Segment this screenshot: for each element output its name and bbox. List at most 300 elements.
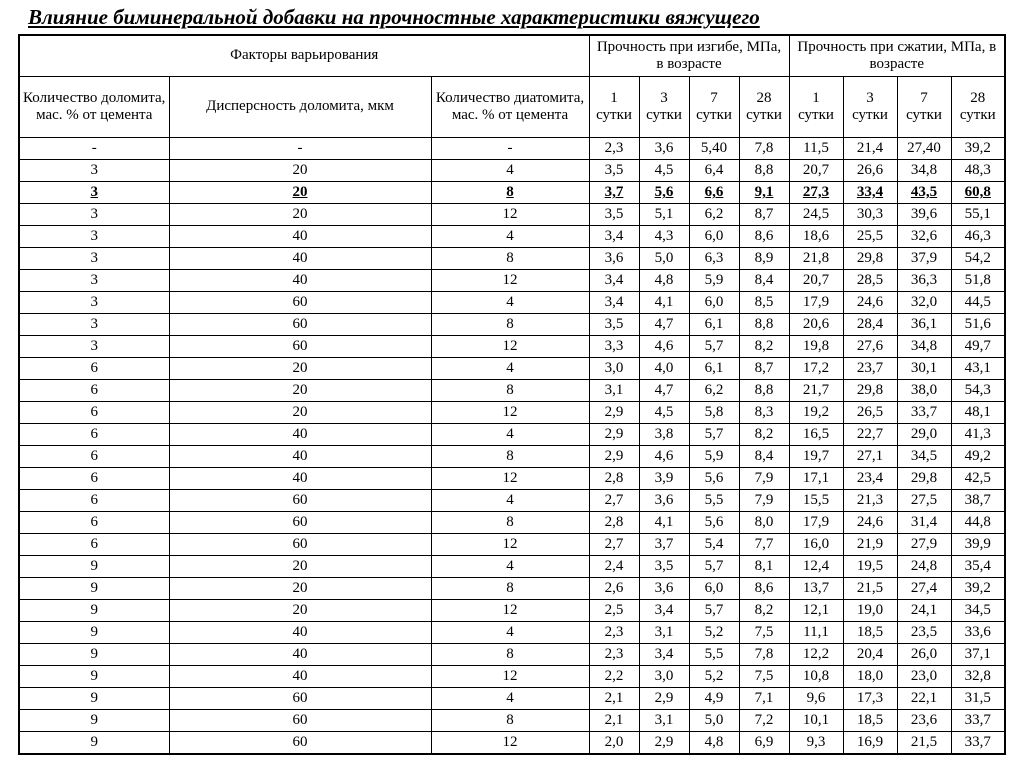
header-age-flex-28: 28 сутки	[739, 77, 789, 138]
table-cell: 21,5	[843, 578, 897, 600]
table-cell: 6,1	[689, 358, 739, 380]
table-cell: 26,0	[897, 644, 951, 666]
table-cell: 3,3	[589, 336, 639, 358]
table-cell: 28,4	[843, 314, 897, 336]
table-cell: 3,7	[639, 534, 689, 556]
table-cell: 37,1	[951, 644, 1005, 666]
table-cell: 3,5	[589, 314, 639, 336]
table-cell: 18,5	[843, 710, 897, 732]
table-cell: 55,1	[951, 204, 1005, 226]
header-age-flex-1: 1 сутки	[589, 77, 639, 138]
table-cell: 2,0	[589, 732, 639, 755]
table-row	[19, 204, 1005, 226]
table-cell: 31,5	[951, 688, 1005, 710]
table-cell: 5,7	[689, 424, 739, 446]
table-cell: 6,1	[689, 314, 739, 336]
table-cell: 27,6	[843, 336, 897, 358]
table-cell: 6,2	[689, 380, 739, 402]
table-cell: 12	[431, 204, 589, 226]
table-cell: 36,1	[897, 314, 951, 336]
table-row	[19, 402, 1005, 424]
table-cell: 44,5	[951, 292, 1005, 314]
header-age-flex-3: 3 сутки	[639, 77, 689, 138]
table-cell: 20	[169, 204, 431, 226]
table-cell: 48,1	[951, 402, 1005, 424]
table-cell: 33,7	[897, 402, 951, 424]
table-cell: 38,0	[897, 380, 951, 402]
table-cell: 33,7	[951, 732, 1005, 755]
table-cell: 12,2	[789, 644, 843, 666]
table-cell: 37,9	[897, 248, 951, 270]
table-cell: 8,9	[739, 248, 789, 270]
table-cell: 6	[19, 512, 169, 534]
table-cell: 11,1	[789, 622, 843, 644]
table-cell: 5,4	[689, 534, 739, 556]
table-cell: 4,0	[639, 358, 689, 380]
table-cell: 24,1	[897, 600, 951, 622]
table-cell: 8,7	[739, 204, 789, 226]
table-cell: 3,5	[639, 556, 689, 578]
table-cell: 3,1	[639, 710, 689, 732]
table-cell: 4	[431, 688, 589, 710]
table-body	[19, 138, 1005, 755]
table-cell: 8,3	[739, 402, 789, 424]
table-cell: 2,1	[589, 710, 639, 732]
table-cell: 8,0	[739, 512, 789, 534]
header-age-comp-1: 1 сутки	[789, 77, 843, 138]
table-cell: 5,6	[689, 512, 739, 534]
table-cell: 54,2	[951, 248, 1005, 270]
table-cell: 3	[19, 160, 169, 182]
table-cell: 30,3	[843, 204, 897, 226]
table-cell: 60	[169, 490, 431, 512]
header-age-comp-7: 7 сутки	[897, 77, 951, 138]
table-cell: 5,2	[689, 622, 739, 644]
table-cell: 2,9	[589, 424, 639, 446]
table-cell: 36,3	[897, 270, 951, 292]
table-cell: 6	[19, 358, 169, 380]
table-cell: 17,1	[789, 468, 843, 490]
table-cell: 40	[169, 424, 431, 446]
table-cell: 4	[431, 622, 589, 644]
table-cell: 39,2	[951, 138, 1005, 160]
table-cell: 39,9	[951, 534, 1005, 556]
header-age-flex-7: 7 сутки	[689, 77, 739, 138]
table-cell: 20,6	[789, 314, 843, 336]
table-cell: 40	[169, 248, 431, 270]
table-cell: 3	[19, 226, 169, 248]
table-cell: 51,8	[951, 270, 1005, 292]
table-cell: 8,8	[739, 380, 789, 402]
table-cell: 44,8	[951, 512, 1005, 534]
table-row	[19, 534, 1005, 556]
table-cell: 3	[19, 204, 169, 226]
table-cell: 5,40	[689, 138, 739, 160]
table-cell: 5,7	[689, 556, 739, 578]
table-cell: 12	[431, 336, 589, 358]
table-cell: 60	[169, 732, 431, 755]
table-cell: 12	[431, 732, 589, 755]
table-cell: 6,2	[689, 204, 739, 226]
table-cell: 17,9	[789, 292, 843, 314]
table-cell: 60	[169, 512, 431, 534]
table-cell: 2,3	[589, 138, 639, 160]
table-cell: 15,5	[789, 490, 843, 512]
table-cell: 4,5	[639, 160, 689, 182]
table-cell: 7,7	[739, 534, 789, 556]
table-cell: -	[19, 138, 169, 160]
table-cell: 3,1	[589, 380, 639, 402]
table-cell: 54,3	[951, 380, 1005, 402]
table-cell: 8,4	[739, 270, 789, 292]
table-row	[19, 270, 1005, 292]
table-cell: 6	[19, 534, 169, 556]
table-row	[19, 424, 1005, 446]
table-cell: 20,4	[843, 644, 897, 666]
table-cell: 21,4	[843, 138, 897, 160]
table-cell: 3,4	[639, 600, 689, 622]
table-cell: 27,9	[897, 534, 951, 556]
table-cell: 9	[19, 666, 169, 688]
table-cell: 17,3	[843, 688, 897, 710]
table-cell: 10,1	[789, 710, 843, 732]
table-cell: 20	[169, 600, 431, 622]
table-cell: 4,7	[639, 380, 689, 402]
table-cell: 27,3	[789, 182, 843, 204]
table-row	[19, 336, 1005, 358]
table-cell: 5,0	[639, 248, 689, 270]
table-cell: 4,6	[639, 336, 689, 358]
table-cell: 10,8	[789, 666, 843, 688]
table-cell: 8	[431, 710, 589, 732]
table-cell: 3,7	[589, 182, 639, 204]
table-cell: 21,9	[843, 534, 897, 556]
table-cell: 5,5	[689, 644, 739, 666]
header-age-comp-3: 3 сутки	[843, 77, 897, 138]
table-cell: 8	[431, 248, 589, 270]
table-cell: 7,5	[739, 666, 789, 688]
table-cell: 12	[431, 534, 589, 556]
table-cell: 2,7	[589, 490, 639, 512]
table-cell: 4,6	[639, 446, 689, 468]
table-cell: 3,4	[589, 270, 639, 292]
table-cell: 7,8	[739, 138, 789, 160]
table-cell: 32,8	[951, 666, 1005, 688]
header-factors: Факторы варьирования	[19, 35, 589, 77]
table-cell: 2,2	[589, 666, 639, 688]
table-cell: 4,8	[689, 732, 739, 755]
table-cell: 23,7	[843, 358, 897, 380]
table-row	[19, 710, 1005, 732]
table-cell: 40	[169, 226, 431, 248]
table-cell: 2,9	[639, 688, 689, 710]
table-cell: 4	[431, 490, 589, 512]
table-cell: 43,5	[897, 182, 951, 204]
table-cell: 7,8	[739, 644, 789, 666]
table-cell: 12	[431, 468, 589, 490]
table-cell: 6,6	[689, 182, 739, 204]
table-cell: 5,0	[689, 710, 739, 732]
table-cell: 3,0	[589, 358, 639, 380]
table-cell: 9	[19, 600, 169, 622]
table-cell: 24,6	[843, 292, 897, 314]
table-cell: 24,8	[897, 556, 951, 578]
table-cell: 20,7	[789, 270, 843, 292]
table-row	[19, 446, 1005, 468]
table-cell: 19,7	[789, 446, 843, 468]
table-cell: 4	[431, 556, 589, 578]
table-cell: 3	[19, 270, 169, 292]
table-cell: 6,4	[689, 160, 739, 182]
table-cell: 20	[169, 380, 431, 402]
table-cell: 4	[431, 424, 589, 446]
table-cell: 40	[169, 622, 431, 644]
table-cell: 8	[431, 314, 589, 336]
table-cell: 8	[431, 446, 589, 468]
table-cell: 60	[169, 314, 431, 336]
table-cell: 40	[169, 666, 431, 688]
table-cell: 3,5	[589, 160, 639, 182]
table-cell: 8,7	[739, 358, 789, 380]
header-dolomite-dispersion: Дисперсность доломита, мкм	[169, 77, 431, 138]
table-cell: 19,8	[789, 336, 843, 358]
table-cell: 16,9	[843, 732, 897, 755]
table-cell: 3,6	[639, 490, 689, 512]
table-cell: 2,4	[589, 556, 639, 578]
table-cell: 16,0	[789, 534, 843, 556]
table-cell: 6,0	[689, 578, 739, 600]
table-cell: 3	[19, 248, 169, 270]
table-cell: 8	[431, 512, 589, 534]
table-cell: 24,5	[789, 204, 843, 226]
table-cell: 5,8	[689, 402, 739, 424]
table-cell: 8,2	[739, 424, 789, 446]
table-cell: 34,8	[897, 336, 951, 358]
table-header	[19, 35, 1005, 138]
table-cell: 8,4	[739, 446, 789, 468]
table-row	[19, 490, 1005, 512]
table-cell: 3,6	[639, 578, 689, 600]
table-cell: 24,6	[843, 512, 897, 534]
table-cell: 16,5	[789, 424, 843, 446]
table-cell: 9	[19, 710, 169, 732]
table-cell: -	[169, 138, 431, 160]
table-cell: 5,7	[689, 336, 739, 358]
table-cell: 9	[19, 556, 169, 578]
table-cell: -	[431, 138, 589, 160]
header-age-comp-28: 28 сутки	[951, 77, 1005, 138]
table-cell: 40	[169, 446, 431, 468]
table-cell: 4,1	[639, 292, 689, 314]
table-cell: 2,5	[589, 600, 639, 622]
table-cell: 23,4	[843, 468, 897, 490]
table-cell: 8,8	[739, 160, 789, 182]
table-cell: 4	[431, 358, 589, 380]
table-cell: 20	[169, 556, 431, 578]
table-row	[19, 578, 1005, 600]
table-cell: 18,6	[789, 226, 843, 248]
table-cell: 12,1	[789, 600, 843, 622]
table-cell: 38,7	[951, 490, 1005, 512]
table-cell: 18,0	[843, 666, 897, 688]
table-cell: 2,6	[589, 578, 639, 600]
table-cell: 7,5	[739, 622, 789, 644]
table-cell: 3	[19, 314, 169, 336]
table-cell: 8	[431, 182, 589, 204]
table-cell: 8,1	[739, 556, 789, 578]
table-row	[19, 248, 1005, 270]
table-cell: 4,8	[639, 270, 689, 292]
table-cell: 6,9	[739, 732, 789, 755]
table-cell: 2,3	[589, 644, 639, 666]
table-cell: 6	[19, 490, 169, 512]
table-row	[19, 358, 1005, 380]
table-cell: 60	[169, 292, 431, 314]
table-cell: 29,0	[897, 424, 951, 446]
table-cell: 20	[169, 182, 431, 204]
table-cell: 23,0	[897, 666, 951, 688]
table-cell: 29,8	[843, 380, 897, 402]
table-cell: 3	[19, 182, 169, 204]
table-cell: 20	[169, 358, 431, 380]
table-cell: 60	[169, 688, 431, 710]
table-cell: 8,2	[739, 336, 789, 358]
table-cell: 3,0	[639, 666, 689, 688]
table-cell: 5,7	[689, 600, 739, 622]
table-row	[19, 644, 1005, 666]
table-row	[19, 380, 1005, 402]
table-cell: 12,4	[789, 556, 843, 578]
table-cell: 35,4	[951, 556, 1005, 578]
table-cell: 33,6	[951, 622, 1005, 644]
table-cell: 4	[431, 292, 589, 314]
table-cell: 12	[431, 402, 589, 424]
table-cell: 3,5	[589, 204, 639, 226]
table-row	[19, 512, 1005, 534]
table-cell: 5,9	[689, 270, 739, 292]
table-cell: 49,2	[951, 446, 1005, 468]
table-cell: 7,9	[739, 490, 789, 512]
table-cell: 39,2	[951, 578, 1005, 600]
table-cell: 27,1	[843, 446, 897, 468]
table-cell: 5,1	[639, 204, 689, 226]
table-cell: 48,3	[951, 160, 1005, 182]
table-cell: 12	[431, 600, 589, 622]
table-cell: 17,2	[789, 358, 843, 380]
table-cell: 30,1	[897, 358, 951, 380]
table-cell: 4,1	[639, 512, 689, 534]
table-cell: 2,8	[589, 468, 639, 490]
table-cell: 4,7	[639, 314, 689, 336]
table-cell: 20	[169, 402, 431, 424]
table-row	[19, 314, 1005, 336]
table-cell: 9	[19, 578, 169, 600]
table-cell: 8,2	[739, 600, 789, 622]
table-cell: 20	[169, 160, 431, 182]
header-flexural-strength: Прочность при изгибе, МПа, в возрасте	[589, 35, 789, 77]
table-cell: 9	[19, 732, 169, 755]
table-cell: 4,5	[639, 402, 689, 424]
table-cell: 18,5	[843, 622, 897, 644]
table-row	[19, 622, 1005, 644]
table-cell: 3	[19, 336, 169, 358]
table-cell: 6	[19, 468, 169, 490]
table-cell: 27,4	[897, 578, 951, 600]
table-cell: 49,7	[951, 336, 1005, 358]
table-cell: 8	[431, 380, 589, 402]
table-cell: 46,3	[951, 226, 1005, 248]
table-cell: 40	[169, 270, 431, 292]
table-cell: 2,1	[589, 688, 639, 710]
table-row	[19, 666, 1005, 688]
table-cell: 21,8	[789, 248, 843, 270]
table-cell: 25,5	[843, 226, 897, 248]
table-cell: 33,7	[951, 710, 1005, 732]
table-cell: 22,1	[897, 688, 951, 710]
table-cell: 3,6	[639, 138, 689, 160]
table-cell: 9,3	[789, 732, 843, 755]
table-cell: 2,9	[589, 446, 639, 468]
table-cell: 4	[431, 226, 589, 248]
table-cell: 60	[169, 336, 431, 358]
table-cell: 43,1	[951, 358, 1005, 380]
table-cell: 19,5	[843, 556, 897, 578]
page-title: Влияние биминеральной добавки на прочностные характеристики вяжущего	[28, 5, 760, 29]
table-cell: 23,6	[897, 710, 951, 732]
table-cell: 5,6	[639, 182, 689, 204]
table-cell: 21,3	[843, 490, 897, 512]
table-cell: 4,3	[639, 226, 689, 248]
table-row	[19, 556, 1005, 578]
table-cell: 42,5	[951, 468, 1005, 490]
table-cell: 3,4	[589, 226, 639, 248]
table-cell: 8	[431, 644, 589, 666]
table-row	[19, 138, 1005, 160]
table-cell: 6,0	[689, 292, 739, 314]
table-cell: 9	[19, 644, 169, 666]
table-cell: 4,9	[689, 688, 739, 710]
table-cell: 2,7	[589, 534, 639, 556]
table-cell: 32,6	[897, 226, 951, 248]
table-cell: 23,5	[897, 622, 951, 644]
table-cell: 19,0	[843, 600, 897, 622]
table-cell: 13,7	[789, 578, 843, 600]
table-cell: 40	[169, 468, 431, 490]
table-cell: 6	[19, 424, 169, 446]
table-row	[19, 292, 1005, 314]
table-row	[19, 732, 1005, 755]
table-cell: 31,4	[897, 512, 951, 534]
table-cell: 41,3	[951, 424, 1005, 446]
table-cell: 6	[19, 402, 169, 424]
table-cell: 21,5	[897, 732, 951, 755]
table-cell: 7,2	[739, 710, 789, 732]
table-cell: 19,2	[789, 402, 843, 424]
table-cell: 11,5	[789, 138, 843, 160]
table-cell: 9,1	[739, 182, 789, 204]
table-cell: 51,6	[951, 314, 1005, 336]
table-cell: 34,8	[897, 160, 951, 182]
slide	[0, 5, 1024, 767]
table-cell: 6,0	[689, 226, 739, 248]
table-cell: 12	[431, 666, 589, 688]
table-cell: 6,3	[689, 248, 739, 270]
table-cell: 60	[169, 534, 431, 556]
table-cell: 26,5	[843, 402, 897, 424]
table-cell: 2,9	[589, 402, 639, 424]
table-cell: 5,2	[689, 666, 739, 688]
table-cell: 60	[169, 710, 431, 732]
